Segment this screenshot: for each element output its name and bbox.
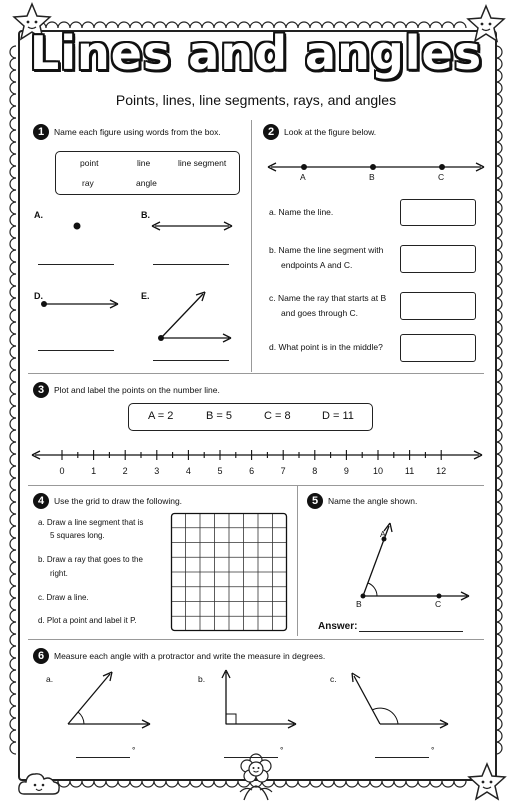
scallop [10, 718, 16, 730]
scallop [154, 781, 166, 787]
question-number: 5 [307, 493, 323, 509]
scallop [10, 370, 16, 382]
figure-label: A. [34, 210, 43, 220]
scallop [214, 781, 226, 787]
number-line-tick-label: 4 [185, 466, 191, 476]
scallop [10, 166, 16, 178]
scallop [10, 646, 16, 658]
figure-angle [155, 290, 235, 345]
question-number: 1 [33, 124, 49, 140]
scallop [10, 250, 16, 262]
figure-label: B. [141, 210, 150, 220]
answer-box[interactable] [400, 245, 476, 273]
figure-label: E. [141, 291, 150, 301]
point-value: C = 8 [264, 410, 291, 422]
number-line-tick-label: 8 [312, 466, 318, 476]
star-face-icon [467, 762, 507, 802]
scallop [10, 190, 16, 202]
number-line-tick-label: 5 [217, 466, 223, 476]
scallop [10, 670, 16, 682]
angle-c-figure [350, 668, 450, 728]
scallop [10, 154, 16, 166]
scallop [286, 781, 298, 787]
scallop [10, 406, 16, 418]
degree-symbol: ° [431, 745, 435, 755]
scallop [10, 514, 16, 526]
scallop [190, 781, 202, 787]
angle-a-figure [64, 668, 154, 728]
scallop [10, 214, 16, 226]
scallop [10, 346, 16, 358]
question-prompt: Use the grid to draw the following. [54, 496, 183, 506]
scallop [10, 694, 16, 706]
scallop [94, 781, 106, 787]
question-number: 4 [33, 493, 49, 509]
scallop [454, 781, 466, 787]
answer-line[interactable] [76, 757, 130, 758]
scallop [82, 781, 94, 787]
scallop [10, 274, 16, 286]
scallop [10, 382, 16, 394]
scallop [406, 781, 418, 787]
scallop [10, 622, 16, 634]
point-label: B [356, 599, 362, 609]
scallop [10, 298, 16, 310]
scallop [10, 742, 16, 754]
scallop [70, 781, 82, 787]
point-value: D = 11 [322, 410, 354, 422]
question-number: 3 [33, 382, 49, 398]
degree-symbol: ° [280, 745, 284, 755]
answer-box[interactable] [400, 292, 476, 320]
point-label: A [380, 529, 386, 539]
scallop [10, 418, 16, 430]
section-divider [28, 485, 484, 486]
number-line-tick-label: 10 [372, 466, 383, 476]
question-prompt: Name each figure using words from the box. [54, 127, 221, 137]
scallop [10, 502, 16, 514]
scallop [10, 550, 16, 562]
degree-symbol: ° [132, 745, 136, 755]
page-subtitle: Points, lines, line segments, rays, and angles [115, 92, 397, 108]
scallop [382, 781, 394, 787]
figure-label: b. [198, 674, 206, 684]
question-item: c. Draw a line. [38, 593, 89, 602]
question-prompt: Plot and label the points on the number line. [54, 385, 220, 395]
question-item: and goes through C. [281, 308, 359, 318]
scallop [10, 226, 16, 238]
question-item: a. Name the line. [269, 207, 334, 217]
number-line[interactable] [32, 446, 482, 466]
scallop [346, 781, 358, 787]
scallop [10, 658, 16, 670]
scallop [166, 781, 178, 787]
word-box-item: angle [136, 178, 157, 188]
number-line-tick-label: 12 [436, 466, 447, 476]
scallop [10, 706, 16, 718]
cloud-face-icon [16, 768, 62, 800]
question-item: 5 squares long. [50, 531, 105, 540]
point-label: C [438, 172, 445, 182]
scallop [130, 781, 142, 787]
figure-ray [40, 299, 120, 309]
question-item: c. Name the ray that starts at B [269, 293, 387, 303]
scallop [10, 574, 16, 586]
number-line-tick-label: 1 [91, 466, 97, 476]
scallop [202, 781, 214, 787]
angle-abc-figure [355, 520, 475, 600]
section-divider [297, 486, 298, 636]
scallop [10, 478, 16, 490]
figure-label: c. [330, 674, 337, 684]
figure-point [72, 221, 82, 231]
answer-line[interactable] [38, 264, 114, 265]
question-number: 6 [33, 648, 49, 664]
question-item: endpoints A and C. [281, 260, 353, 270]
scallop [10, 202, 16, 214]
scallop [142, 781, 154, 787]
word-box-item: line [137, 158, 151, 168]
scallop [10, 286, 16, 298]
scallop [394, 781, 406, 787]
scallop [10, 358, 16, 370]
point-label: A [300, 172, 306, 182]
answer-line[interactable] [359, 631, 463, 632]
scallop [10, 118, 16, 130]
angle-b-figure [220, 668, 300, 728]
number-line-tick-label: 9 [343, 466, 349, 476]
scallop [10, 634, 16, 646]
question-prompt: Look at the figure below. [284, 127, 377, 137]
section-divider [28, 639, 484, 640]
scallop [10, 598, 16, 610]
scallop [10, 562, 16, 574]
scallop [10, 310, 16, 322]
scallop [10, 262, 16, 274]
answer-label: Answer: [318, 621, 358, 632]
scallop [10, 610, 16, 622]
scallop [298, 781, 310, 787]
scallop [358, 781, 370, 787]
scallop [10, 130, 16, 142]
scallop [10, 442, 16, 454]
word-box-item: point [80, 158, 99, 168]
scallop [10, 730, 16, 742]
figure-line [152, 221, 232, 231]
scallop [430, 781, 442, 787]
point-value: A = 2 [148, 410, 174, 422]
number-line-tick-label: 11 [404, 466, 415, 476]
question-prompt: Name the angle shown. [328, 496, 418, 506]
question-item: b. Name the line segment with [269, 245, 384, 255]
answer-line[interactable] [224, 757, 278, 758]
number-line-tick-label: 3 [154, 466, 160, 476]
section-divider [28, 373, 484, 374]
page-title: Lines and angles [29, 26, 483, 80]
question-item: right. [50, 569, 68, 578]
number-line-tick-label: 0 [59, 466, 65, 476]
scallop [10, 322, 16, 334]
answer-line[interactable] [153, 264, 229, 265]
scallop [418, 781, 430, 787]
number-line-tick-label: 7 [280, 466, 286, 476]
question-item: a. Draw a line segment that is [38, 518, 144, 527]
point-label: C [435, 599, 442, 609]
answer-line[interactable] [153, 360, 229, 361]
scallop [10, 238, 16, 250]
number-line-tick-label: 2 [122, 466, 128, 476]
scallop [10, 682, 16, 694]
answer-box[interactable] [400, 199, 476, 226]
flower-face-icon [226, 752, 286, 802]
figure-label: D. [34, 291, 43, 301]
scallop [10, 394, 16, 406]
scallop [10, 466, 16, 478]
scallop [10, 490, 16, 502]
question-item: b. Draw a ray that goes to the [38, 555, 143, 564]
scallop [10, 178, 16, 190]
answer-box[interactable] [400, 334, 476, 362]
scallop [10, 526, 16, 538]
scallop [10, 538, 16, 550]
scallop [10, 334, 16, 346]
scallop [10, 454, 16, 466]
word-box-item: line segment [178, 158, 227, 168]
point-value: B = 5 [206, 410, 232, 422]
scallop [442, 781, 454, 787]
scallop [310, 781, 322, 787]
figure-label: a. [46, 674, 54, 684]
scallop [10, 142, 16, 154]
question-prompt: Measure each angle with a protractor and write the measure in degrees. [54, 651, 326, 661]
scallop [178, 781, 190, 787]
section-divider [251, 120, 252, 372]
scallop [370, 781, 382, 787]
question-item: d. What point is in the middle? [269, 342, 383, 352]
scallop [10, 430, 16, 442]
scallop [106, 781, 118, 787]
answer-line[interactable] [38, 350, 114, 351]
number-line-tick-label: 6 [249, 466, 255, 476]
word-box-item: ray [82, 178, 94, 188]
answer-line[interactable] [375, 757, 429, 758]
point-label: B [369, 172, 375, 182]
scallop [10, 586, 16, 598]
question-number: 2 [263, 124, 279, 140]
scallop [322, 781, 334, 787]
scallop [334, 781, 346, 787]
question-item: d. Plot a point and label it P. [38, 616, 137, 625]
scallop [118, 781, 130, 787]
drawing-grid[interactable] [171, 513, 287, 631]
